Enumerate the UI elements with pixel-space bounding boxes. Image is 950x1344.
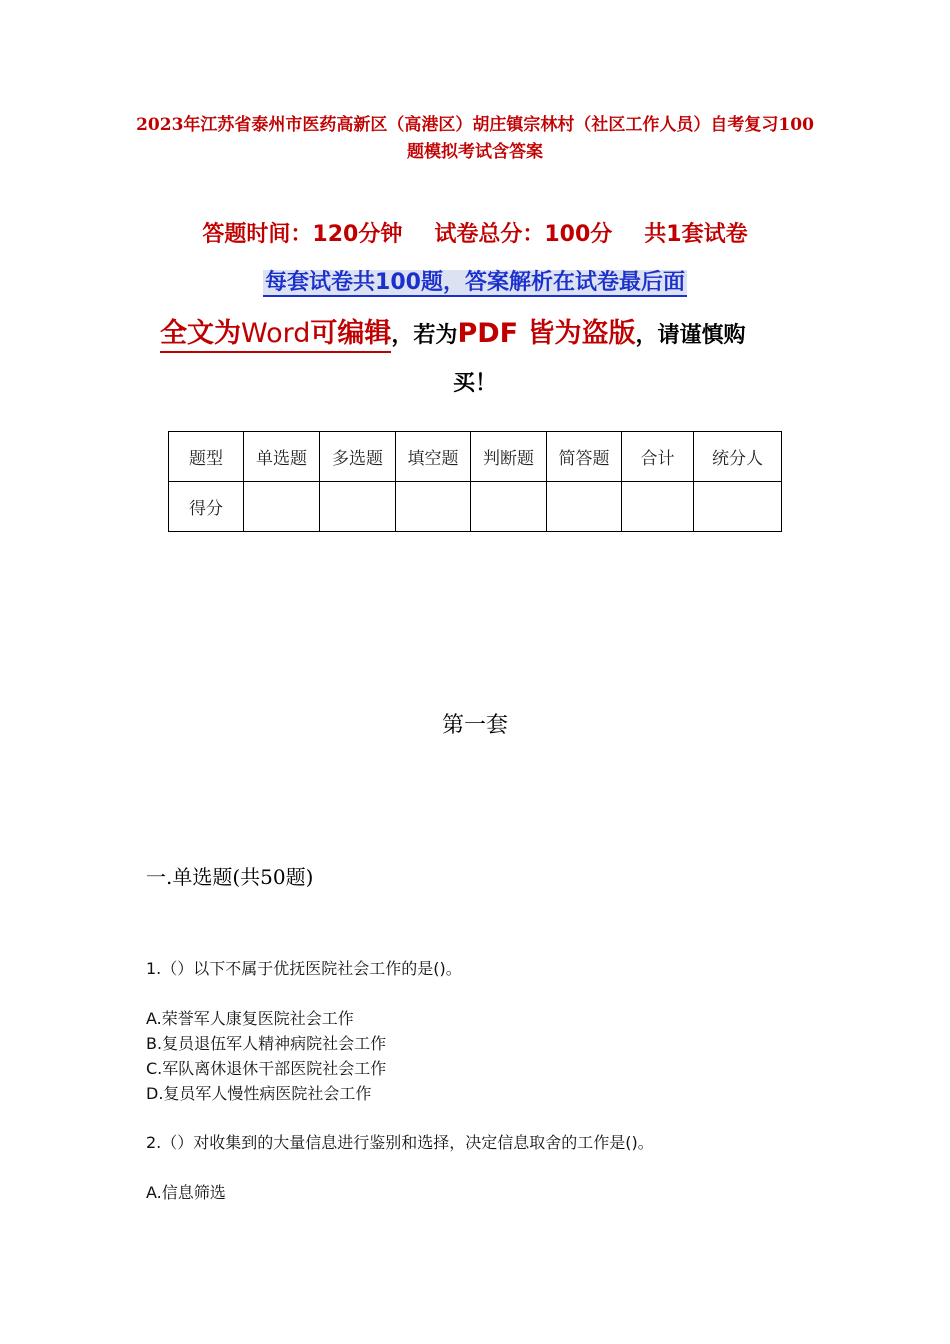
notice-buy: 买！ [452, 371, 497, 396]
notice-if-pdf: 若为 [413, 323, 458, 348]
notice-pdf-piracy: PDF 皆为盗版 [457, 318, 636, 349]
score-header-cell: 多选题 [320, 432, 396, 482]
word-part2: Word [241, 318, 311, 349]
question-stem: 1.（）以下不属于优抚医院社会工作的是()。 [146, 959, 462, 978]
score-table [168, 431, 782, 532]
question-2-options [146, 1180, 226, 1205]
word-part1: 全文为 [160, 318, 241, 349]
question-option: A.荣誉军人康复医院社会工作 [146, 1009, 354, 1028]
question-1-stem [146, 956, 462, 981]
question-option: D.复员军人慢性病医院社会工作 [146, 1084, 372, 1103]
question-stem: 2.（）对收集到的大量信息进行鉴别和选择，决定信息取舍的工作是()。 [146, 1133, 654, 1152]
score-cell [320, 482, 396, 532]
set-title: 第一套 [441, 713, 508, 738]
word-part3: 可编辑 [310, 318, 392, 349]
question-option: B.复员退伍军人精神病院社会工作 [146, 1034, 387, 1053]
editable-notice [160, 310, 800, 360]
document-title: 2023年江苏省泰州市医药高新区（高港区）胡庄镇宗林村（社区工作人员）自考复习100题模拟考试含答案 [136, 115, 814, 162]
score-header-cell: 单选题 [244, 432, 320, 482]
score-cell [622, 482, 694, 532]
score-cell [244, 482, 320, 532]
score-table-score-row [169, 482, 782, 532]
notice-caution: 请谨慎购 [657, 323, 746, 348]
question-2-stem [146, 1130, 654, 1155]
notice-comma-1: ， [391, 323, 414, 348]
score-row-label: 得分 [169, 482, 244, 532]
exam-time: 答题时间：120分钟 [202, 222, 403, 247]
score-table-header-row [169, 432, 782, 482]
score-header-cell: 统分人 [694, 432, 782, 482]
score-cell [547, 482, 622, 532]
question-1-options [146, 1006, 386, 1106]
score-header-cell: 简答题 [547, 432, 622, 482]
exam-info-line [0, 218, 950, 252]
score-cell [396, 482, 471, 532]
question-count-note: 每套试卷共100题，答案解析在试卷最后面 [265, 270, 685, 295]
score-cell [694, 482, 782, 532]
score-cell [471, 482, 547, 532]
exam-set-count: 共1套试卷 [644, 222, 748, 247]
section-title: 一.单选题(共50题) [146, 865, 314, 889]
question-option: C.军队离休退休干部医院社会工作 [146, 1059, 387, 1078]
question-option: A.信息筛选 [146, 1183, 226, 1202]
score-header-cell: 填空题 [396, 432, 471, 482]
exam-total-score: 试卷总分：100分 [434, 222, 613, 247]
notice-comma-2: ， [635, 323, 658, 348]
score-header-cell: 题型 [169, 432, 244, 482]
score-header-cell: 合计 [622, 432, 694, 482]
question-count-note-line [0, 266, 950, 300]
score-header-cell: 判断题 [471, 432, 547, 482]
word-editable-highlight [160, 318, 391, 353]
